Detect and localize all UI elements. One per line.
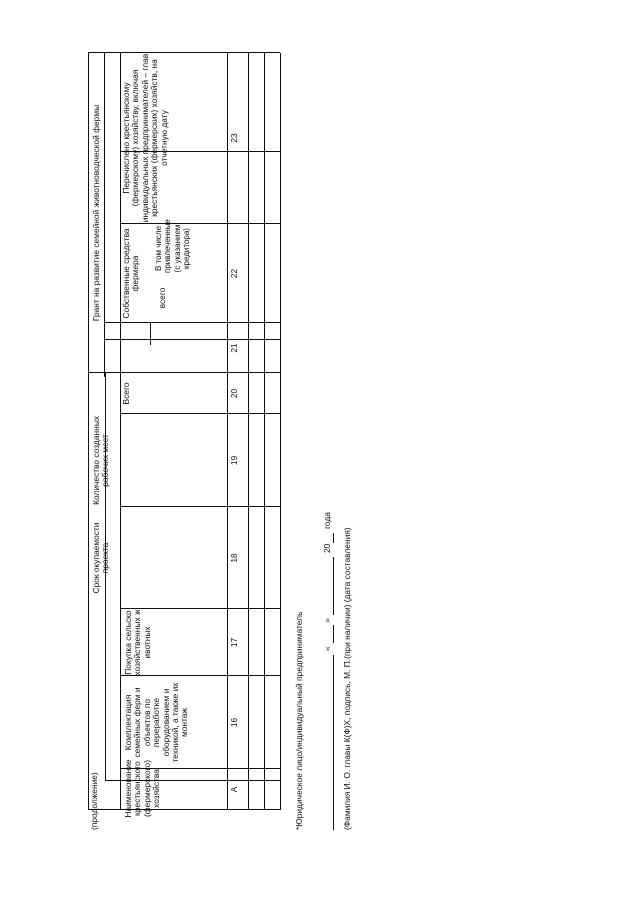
quote-open: «: [322, 646, 332, 651]
header-jobs: Количество созданных рабочих мест: [91, 416, 111, 505]
date-day-line: [333, 625, 334, 643]
header-grant-total: Всего: [121, 382, 131, 405]
colnum-a: А: [229, 786, 239, 793]
year-prefix: 20: [322, 543, 332, 553]
header-transferred: Перечислено крестьянскому (фермерскому) хозяйству, включая индивидуальных предпринимателей – глав крестьянских (фермерских) хозяйств, на отчетную дату: [121, 53, 169, 223]
colnum-23: 23: [229, 133, 239, 143]
header-own-funds: Собственные средства фермера: [121, 228, 141, 319]
header-payback: Срок окупаемости проекта: [91, 522, 111, 594]
colnum-22: 22: [229, 268, 239, 279]
signature-caption: (Фамилия И. О. главы К(Ф)Х, подпись, М. П.(при наличии) (дата составления): [342, 527, 352, 830]
signature-line: [333, 655, 334, 830]
colnum-21: 21: [229, 343, 239, 353]
header-own-total: всего: [157, 287, 167, 309]
colnum-16: 16: [229, 717, 239, 728]
year-suffix: года: [322, 512, 332, 529]
colnum-18: 18: [229, 553, 239, 563]
colnum-17: 17: [229, 637, 239, 648]
colnum-20: 20: [229, 388, 239, 399]
header-grant: Грант на развитие семейной животноводческой фермы: [91, 104, 101, 322]
footnote: *Юридическое лицо/индивидуальный предприниматель: [294, 611, 304, 830]
header-name: Наименование крестьянского (фермерского) хозяйства: [123, 759, 162, 818]
date-year-line: [333, 533, 334, 543]
colnum-19: 19: [229, 455, 239, 466]
continuation-label: (продолжение): [89, 772, 99, 830]
header-equipment: Комплектация семейных ферм и объектов по переработке оборудованием и техникой, а также их монтаж: [123, 682, 190, 763]
header-own-attracted: В том числе привлеченные (с указанием кредитора): [154, 219, 192, 273]
date-month-line: [333, 557, 334, 615]
quote-close: »: [322, 618, 332, 623]
header-purchase: Покупка сельскохозяйственных животных: [123, 609, 152, 676]
